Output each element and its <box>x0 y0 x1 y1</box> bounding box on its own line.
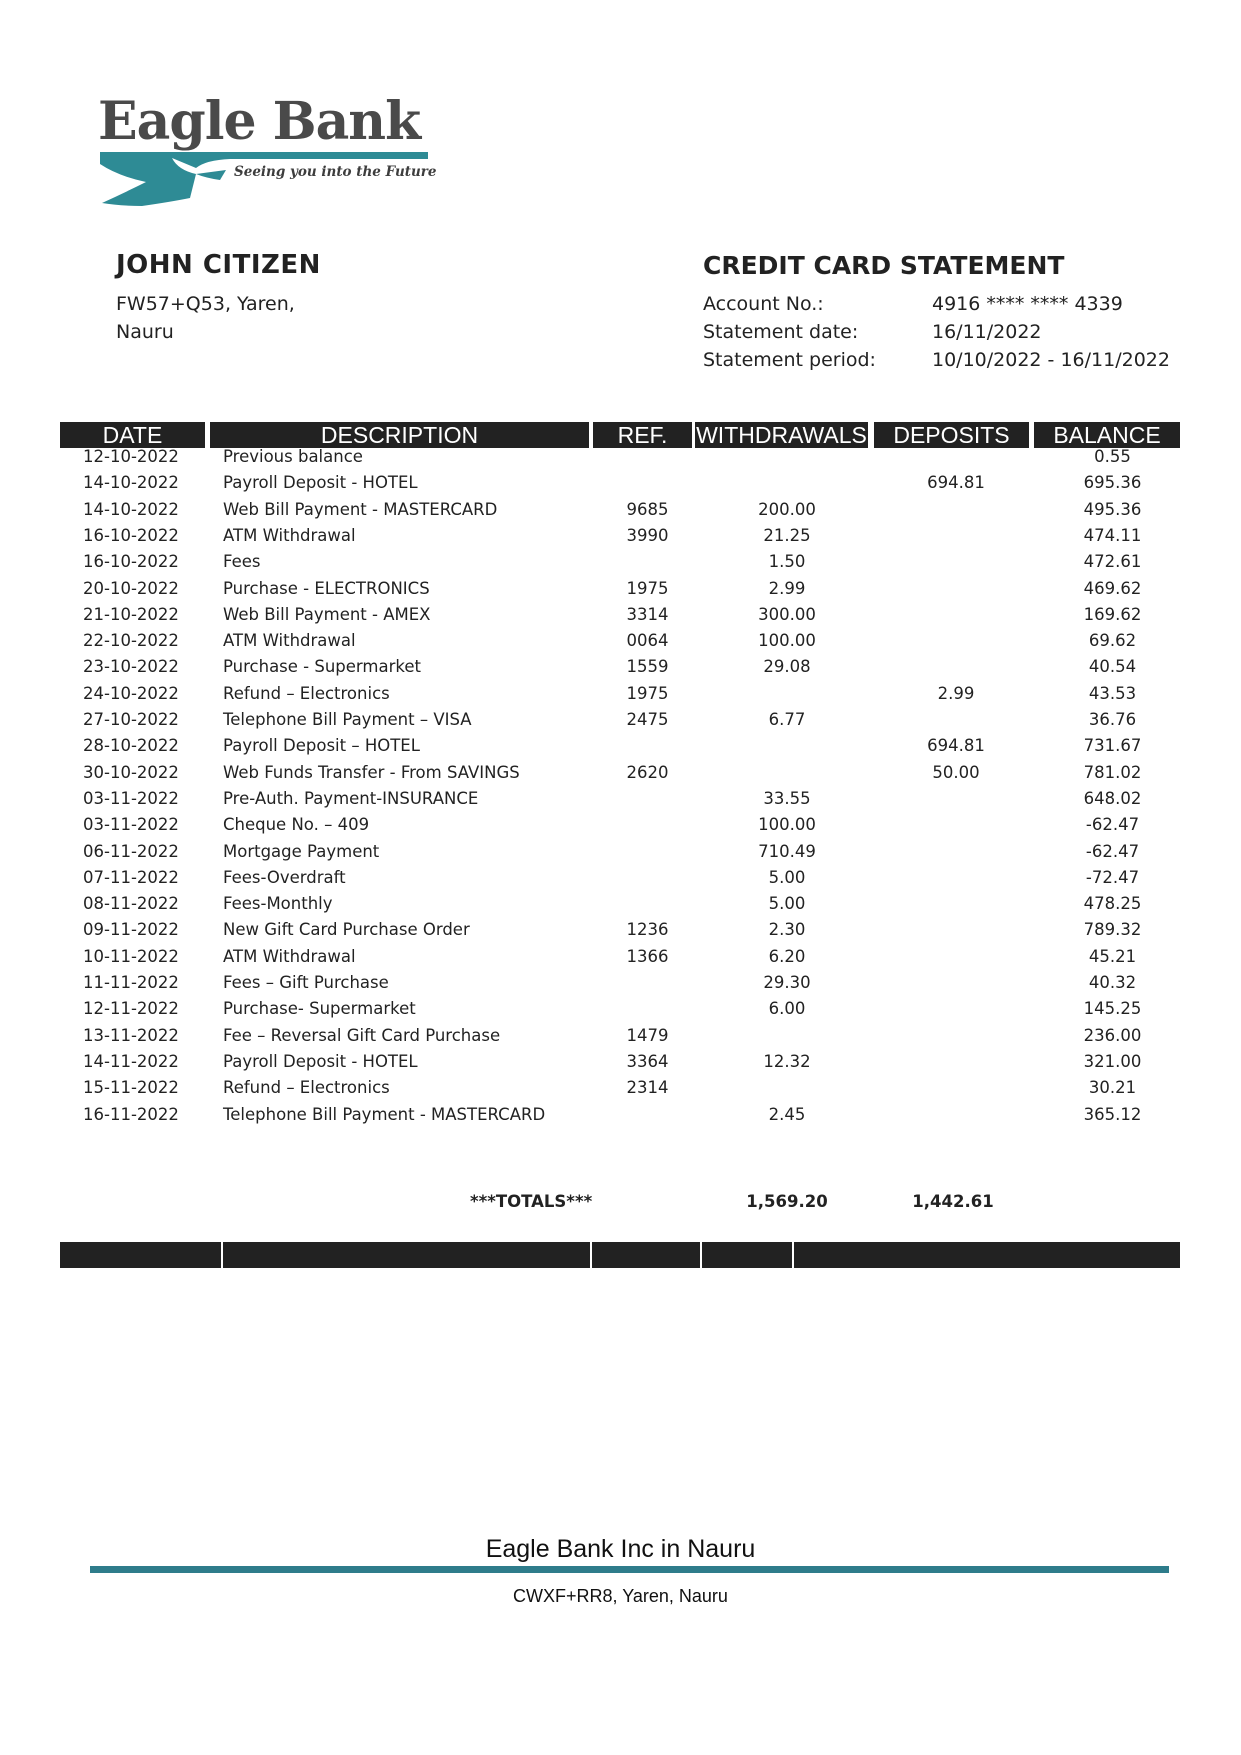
row-description: Refund – Electronics <box>223 1078 390 1098</box>
footer-bank-address: CWXF+RR8, Yaren, Nauru <box>513 1586 728 1606</box>
customer-address-line2: Nauru <box>116 321 174 343</box>
row-date: 12-10-2022 <box>83 447 179 466</box>
header-withdrawals: WITHDRAWALS <box>696 422 867 448</box>
statement-period-value: 10/10/2022 - 16/11/2022 <box>932 349 1170 371</box>
row-balance: 236.00 <box>1083 1025 1142 1045</box>
row-description: Fees-Monthly <box>223 894 333 914</box>
header-date: DATE <box>60 422 205 448</box>
row-date: 16-10-2022 <box>83 552 179 572</box>
row-deposit: 50.00 <box>932 762 980 782</box>
row-balance: 40.32 <box>1088 973 1137 992</box>
row-date: 07-11-2022 <box>83 867 179 887</box>
row-ref: 2620 <box>626 762 669 782</box>
row-description: Purchase- Supermarket <box>223 999 416 1019</box>
row-withdrawal: 100.00 <box>758 815 816 835</box>
table-row <box>0 1052 1241 1078</box>
customer-address-line1: FW57+Q53, Yaren, <box>116 293 295 315</box>
row-deposit: 694.81 <box>927 473 985 493</box>
row-description: Fees <box>223 552 261 572</box>
row-withdrawal: 5.00 <box>768 867 806 887</box>
row-ref: 3364 <box>626 1051 669 1071</box>
row-description: Mortgage Payment <box>223 841 380 861</box>
row-ref: 0064 <box>626 631 669 651</box>
footer-bar-segment <box>223 1242 590 1268</box>
account-number-label: Account No.: <box>703 293 824 315</box>
customer-name: JOHN CITIZEN <box>116 250 321 280</box>
row-ref: 2314 <box>626 1078 669 1098</box>
table-row <box>0 763 1241 789</box>
row-balance: 69.62 <box>1088 631 1137 651</box>
row-ref: 1236 <box>626 920 669 940</box>
row-balance: 365.12 <box>1083 1104 1142 1124</box>
table-row <box>0 815 1241 841</box>
row-withdrawal: 2.99 <box>768 578 806 598</box>
row-date: 03-11-2022 <box>83 815 179 835</box>
row-balance: 789.32 <box>1083 920 1142 940</box>
row-date: 20-10-2022 <box>83 578 179 598</box>
row-withdrawal: 1.50 <box>768 552 806 572</box>
row-deposit: 694.81 <box>927 736 985 756</box>
row-balance: 472.61 <box>1083 552 1142 572</box>
row-balance: 781.02 <box>1083 762 1142 782</box>
row-description: Purchase - ELECTRONICS <box>223 578 430 598</box>
statement-date-label: Statement date: <box>703 321 859 343</box>
row-date: 15-11-2022 <box>83 1078 179 1098</box>
account-number-value: 4916 **** **** 4339 <box>932 293 1123 315</box>
row-balance: 321.00 <box>1083 1051 1142 1071</box>
row-ref: 1366 <box>626 946 669 966</box>
bank-name: Eagle Bank <box>98 91 421 152</box>
header-balance: BALANCE <box>1034 422 1180 448</box>
row-balance: 695.36 <box>1083 473 1142 493</box>
footer-bank-title: Eagle Bank Inc in Nauru <box>485 1535 756 1563</box>
row-description: Fees – Gift Purchase <box>223 973 389 992</box>
row-withdrawal: 21.25 <box>763 525 811 545</box>
row-balance: 43.53 <box>1088 683 1137 703</box>
row-date: 24-10-2022 <box>83 683 179 703</box>
row-ref: 1479 <box>626 1025 669 1045</box>
row-balance: 40.54 <box>1088 657 1137 677</box>
row-date: 10-11-2022 <box>83 946 179 966</box>
row-ref: 9685 <box>626 499 669 519</box>
row-balance: 648.02 <box>1083 788 1142 808</box>
row-withdrawal: 2.30 <box>768 920 806 940</box>
table-row <box>0 526 1241 552</box>
table-row <box>0 920 1241 946</box>
table-row <box>0 605 1241 631</box>
row-date: 30-10-2022 <box>83 762 179 782</box>
row-description: Cheque No. – 409 <box>223 815 370 835</box>
table-row <box>0 842 1241 868</box>
table-row <box>0 1026 1241 1052</box>
row-withdrawal: 6.00 <box>768 999 806 1019</box>
row-ref: 3314 <box>626 604 669 624</box>
table-row <box>0 999 1241 1025</box>
row-withdrawal: 5.00 <box>768 894 806 914</box>
row-description: Telephone Bill Payment - MASTERCARD <box>223 1104 546 1124</box>
totals-label: ***TOTALS*** <box>470 1192 593 1211</box>
totals-withdrawals: 1,569.20 <box>746 1192 828 1211</box>
table-row <box>0 868 1241 894</box>
row-date: 22-10-2022 <box>83 631 179 651</box>
table-row <box>0 894 1241 920</box>
row-withdrawal: 29.30 <box>763 973 811 992</box>
row-description: ATM Withdrawal <box>223 525 356 545</box>
row-withdrawal: 200.00 <box>758 499 816 519</box>
row-balance: 478.25 <box>1083 894 1142 914</box>
row-withdrawal: 710.49 <box>758 841 816 861</box>
row-date: 11-11-2022 <box>83 973 179 992</box>
row-deposit: 2.99 <box>937 683 975 703</box>
row-date: 06-11-2022 <box>83 841 179 861</box>
row-date: 14-10-2022 <box>83 499 179 519</box>
row-date: 13-11-2022 <box>83 1025 179 1045</box>
row-description: Pre-Auth. Payment-INSURANCE <box>223 788 479 808</box>
bank-logo <box>98 91 437 206</box>
table-row <box>0 552 1241 578</box>
row-withdrawal: 12.32 <box>763 1051 811 1071</box>
footer-bar-segment <box>60 1242 221 1268</box>
row-description: Telephone Bill Payment – VISA <box>223 710 472 729</box>
row-withdrawal: 300.00 <box>758 604 816 624</box>
row-withdrawal: 29.08 <box>763 657 811 677</box>
table-row <box>0 789 1241 815</box>
row-balance: -72.47 <box>1085 867 1140 887</box>
table-row <box>0 447 1241 473</box>
row-description: Web Funds Transfer - From SAVINGS <box>223 762 520 782</box>
row-date: 16-11-2022 <box>83 1104 179 1124</box>
row-date: 28-10-2022 <box>83 736 179 756</box>
row-date: 16-10-2022 <box>83 525 179 545</box>
footer-bar-segment <box>592 1242 700 1268</box>
header-description: DESCRIPTION <box>210 422 589 448</box>
row-date: 08-11-2022 <box>83 894 179 914</box>
statement-title: CREDIT CARD STATEMENT <box>703 251 1065 280</box>
totals-deposits: 1,442.61 <box>912 1192 994 1211</box>
table-row <box>0 710 1241 736</box>
row-date: 14-10-2022 <box>83 473 179 493</box>
row-withdrawal: 33.55 <box>763 788 811 808</box>
row-description: Web Bill Payment - AMEX <box>223 604 431 624</box>
row-description: Previous balance <box>223 447 363 466</box>
row-description: Refund – Electronics <box>223 683 390 703</box>
row-description: New Gift Card Purchase Order <box>223 920 470 940</box>
table-row <box>0 579 1241 605</box>
row-description: Web Bill Payment - MASTERCARD <box>223 499 498 519</box>
row-description: Payroll Deposit - HOTEL <box>223 1051 418 1071</box>
row-description: ATM Withdrawal <box>223 946 356 966</box>
row-balance: 145.25 <box>1083 999 1142 1019</box>
table-row <box>0 657 1241 683</box>
row-balance: 36.76 <box>1088 710 1137 729</box>
row-withdrawal: 6.20 <box>768 946 806 966</box>
row-description: Fees-Overdraft <box>223 867 346 887</box>
table-row <box>0 736 1241 762</box>
row-date: 14-11-2022 <box>83 1051 179 1071</box>
footer-bar-segment <box>794 1242 1180 1268</box>
row-balance: 495.36 <box>1083 499 1142 519</box>
row-description: Purchase - Supermarket <box>223 657 421 677</box>
row-date: 03-11-2022 <box>83 788 179 808</box>
table-row <box>0 973 1241 999</box>
row-date: 09-11-2022 <box>83 920 179 940</box>
row-balance: 474.11 <box>1083 525 1142 545</box>
table-row <box>0 631 1241 657</box>
row-description: Fee – Reversal Gift Card Purchase <box>223 1025 501 1045</box>
row-balance: 30.21 <box>1088 1078 1137 1098</box>
row-balance: -62.47 <box>1085 815 1140 835</box>
table-row <box>0 473 1241 499</box>
header-deposits: DEPOSITS <box>874 422 1029 448</box>
table-row <box>0 947 1241 973</box>
row-ref: 1975 <box>626 683 669 703</box>
table-row <box>0 1078 1241 1104</box>
statement-date-value: 16/11/2022 <box>932 321 1042 343</box>
row-balance: 45.21 <box>1088 946 1137 966</box>
statement-period-label: Statement period: <box>703 349 876 371</box>
row-ref: 2475 <box>626 710 669 729</box>
header-ref: REF. <box>593 422 692 448</box>
footer-bar-segment <box>702 1242 792 1268</box>
row-balance: 469.62 <box>1083 578 1142 598</box>
row-balance: 169.62 <box>1083 604 1142 624</box>
row-ref: 1975 <box>626 578 669 598</box>
row-date: 23-10-2022 <box>83 657 179 677</box>
row-ref: 1559 <box>626 657 669 677</box>
row-balance: 731.67 <box>1083 736 1142 756</box>
bank-tagline: Seeing you into the Future <box>234 164 437 180</box>
row-date: 27-10-2022 <box>83 710 179 729</box>
table-row <box>0 500 1241 526</box>
row-balance: -62.47 <box>1085 841 1140 861</box>
row-description: Payroll Deposit - HOTEL <box>223 473 418 493</box>
row-date: 21-10-2022 <box>83 604 179 624</box>
row-withdrawal: 2.45 <box>768 1104 806 1124</box>
table-row <box>0 1105 1241 1131</box>
row-date: 12-11-2022 <box>83 999 179 1019</box>
row-ref: 3990 <box>626 525 669 545</box>
footer-divider <box>90 1566 1169 1573</box>
row-description: Payroll Deposit – HOTEL <box>223 736 420 756</box>
row-description: ATM Withdrawal <box>223 631 356 651</box>
table-row <box>0 684 1241 710</box>
row-balance: 0.55 <box>1094 447 1131 466</box>
row-withdrawal: 6.77 <box>768 710 806 729</box>
row-withdrawal: 100.00 <box>758 631 816 651</box>
